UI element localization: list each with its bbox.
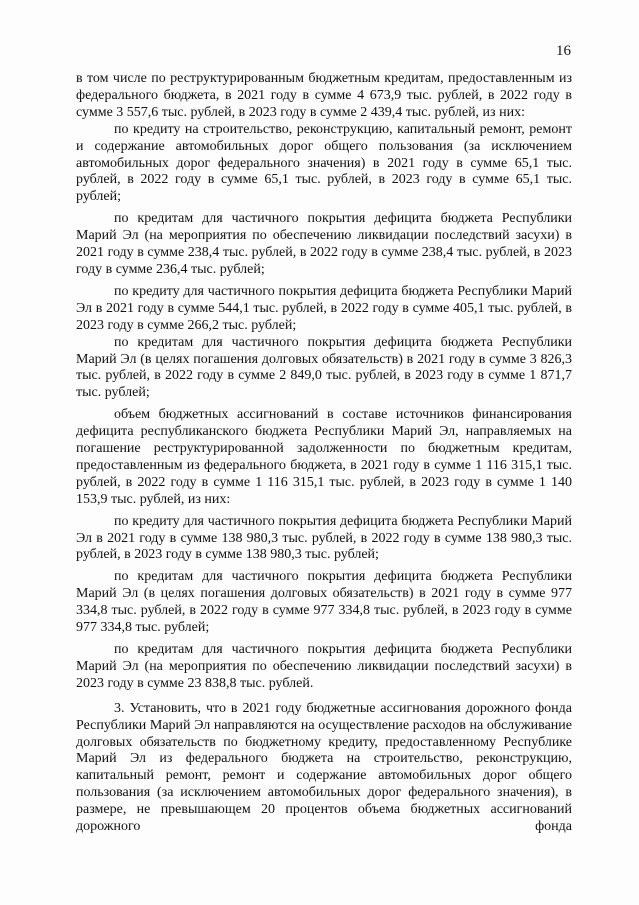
paragraph-deficit-credit: по кредиту для частичного покрытия дефицита бюджета Республики Марий Эл в 2021 году в сумме 544,1 тыс. рублей, в 2022 году в сумме 405,1 тыс. рублей, в 2023 году в сумме 266,2 тыс. рублей; <box>76 283 572 333</box>
paragraph-debt-credits: по кредитам для частичного покрытия дефицита бюджета Республики Марий Эл (в целях погашения долговых обязательств) в 2021 году в сумме 3 826,3 тыс. рублей, в 2022 году в сумме 2 849,0 тыс. рублей, в 2023 году в сумме 1 871,7 тыс. рублей; <box>76 334 572 401</box>
paragraph-repayment-debt-credits: по кредитам для частичного покрытия дефицита бюджета Республики Марий Эл (в целях погашения долговых обязательств) в 2021 году в сумме 977 334,8 тыс. рублей, в 2022 году в сумме 977 334,8 тыс. рублей, в 2023 году в сумме 977 334,8 тыс. рублей; <box>76 569 572 636</box>
paragraph-repayment-deficit-credit: по кредиту для частичного покрытия дефицита бюджета Республики Марий Эл в 2021 году в сумме 138 980,3 тыс. рублей, в 2022 году в сумме 138 980,3 тыс. рублей, в 2023 году в сумме 138 980,3 тыс. рублей; <box>76 513 572 563</box>
paragraph-repayment-drought-credits: по кредитам для частичного покрытия дефицита бюджета Республики Марий Эл (на мероприятия по обеспечению ликвидации последствий засухи) в 2023 году в сумме 23 838,8 тыс. рублей. <box>76 642 572 691</box>
paragraph-repayment-volume: объем бюджетных ассигнований в составе источников финансирования дефицита республиканского бюджета Республики Марий Эл, направляемых на погашение реструктурированной задолженности по бюджетным кредитам, предоставленным из федерального бюджета, в 2021 году в сумме 1 116 315,1 тыс. рублей, в 2022 году в сумме 1 116 315,1 тыс. рублей, в 2023 году в сумме 1 140 153,9 тыс. рублей, из них: <box>76 407 572 507</box>
document-body <box>76 71 572 836</box>
paragraph-drought-credits: по кредитам для частичного покрытия дефицита бюджета Республики Марий Эл (на мероприятия по обеспечению ликвидации последствий засухи) в 2021 году в сумме 238,4 тыс. рублей, в 2022 году в сумме 238,4 тыс. рублей, в 2023 году в сумме 236,4 тыс. рублей; <box>76 211 572 277</box>
page-number: 16 <box>556 43 571 59</box>
paragraph-road-credit: по кредиту на строительство, реконструкцию, капитальный ремонт, ремонт и содержание автомобильных дорог общего пользования (за исключением автомобильных дорог федерального значения) в 2021 году в сумме 65,1 тыс. рублей, в 2022 году в сумме 65,1 тыс. рублей, в 2023 году в сумме 65,1 тыс. рублей; <box>76 121 572 205</box>
paragraph-road-fund-clause: 3. Установить, что в 2021 году бюджетные ассигнования дорожного фонда Республики Марий Эл направляются на осуществление расходов на обслуживание долговых обязательств по бюджетному кредиту, предоставленному Республике Марий Эл из федерального бюджета на строительство, реконструкцию, капитальный ремонт, ремонт и содержание автомобильных дорог общего пользования (за исключением автомобильных дорог федерального значения), в размере, не превышающем 20 процентов объема бюджетных ассигнований дорожного фонда <box>76 700 572 835</box>
paragraph-restructured-credits: в том числе по реструктурированным бюджетным кредитам, предоставленным из федерального бюджета, в 2021 году в сумме 4 673,9 тыс. рублей, в 2022 году в сумме 3 557,6 тыс. рублей, в 2023 году в сумме 2 439,4 тыс. рублей, из них: <box>76 71 572 120</box>
